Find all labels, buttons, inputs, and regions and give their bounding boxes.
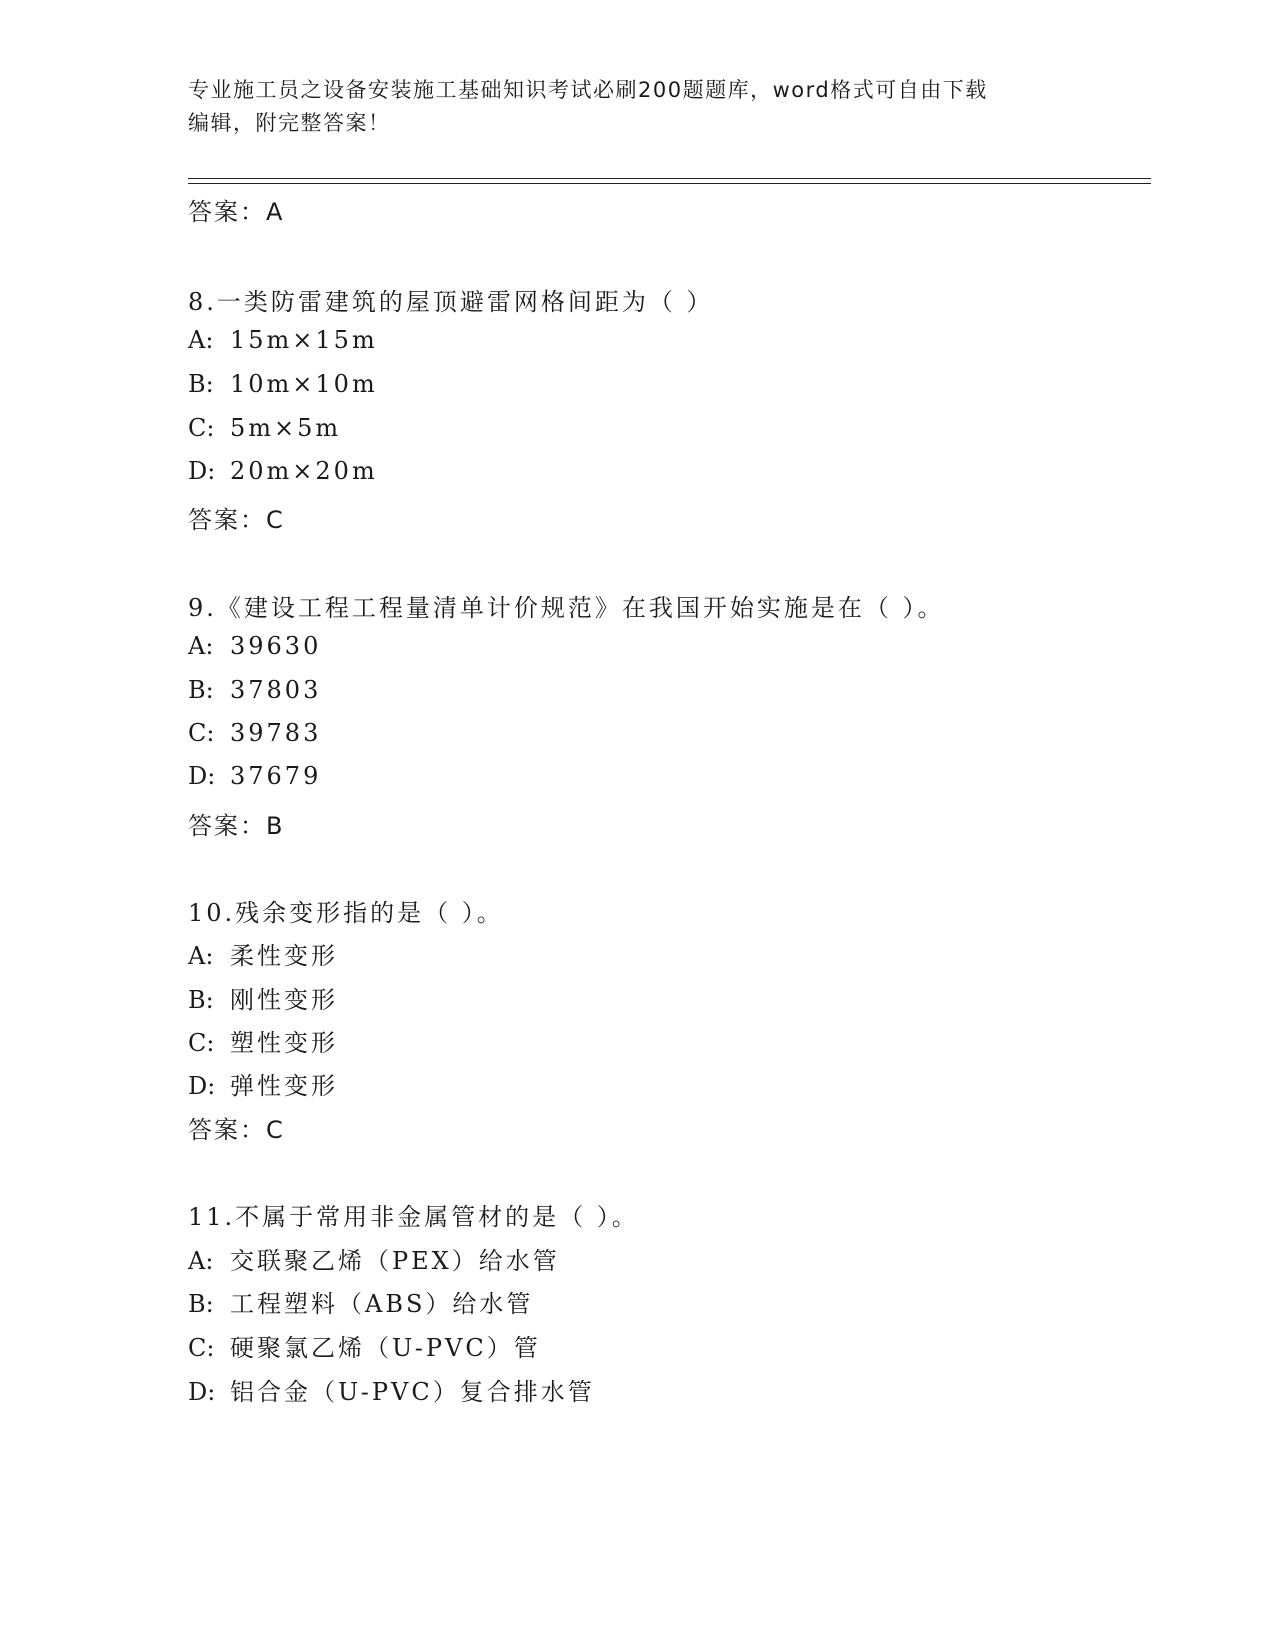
option-b — [188, 676, 321, 704]
header-divider-top — [188, 178, 1151, 179]
option-label: C: — [188, 414, 215, 442]
option-label: D: — [188, 1378, 216, 1406]
answer: 答案：B — [188, 812, 285, 840]
option-d — [188, 1372, 595, 1407]
option-text: 20m×20m — [230, 457, 378, 485]
option-text: 硬聚氯乙烯（U-PVC）管 — [230, 1334, 541, 1362]
option-text: 工程塑料（ABS）给水管 — [230, 1290, 534, 1318]
option-a — [188, 632, 321, 660]
option-d — [188, 762, 321, 790]
option-text: 39630 — [230, 632, 322, 660]
option-d — [188, 457, 378, 485]
option-a — [188, 1241, 560, 1276]
option-b — [188, 1284, 533, 1319]
header-line-2: 编辑，附完整答案！ — [188, 111, 391, 135]
option-text: 柔性变形 — [230, 942, 338, 970]
question-stem: 8.一类防雷建筑的屋顶避雷网格间距为（ ） — [188, 288, 714, 316]
question-stem: 10.残余变形指的是（ ）。 — [188, 899, 504, 927]
option-a — [188, 936, 338, 971]
option-label: D: — [188, 1072, 216, 1100]
answer: 答案：C — [188, 1116, 285, 1144]
question-stem: 11.不属于常用非金属管材的是（ ）。 — [188, 1203, 639, 1231]
option-text: 39783 — [230, 719, 322, 747]
header-divider-bottom — [188, 183, 1151, 184]
option-text: 37803 — [230, 676, 322, 704]
header-line-1: 专业施工员之设备安装施工基础知识考试必刷200题题库，word格式可自由下载 — [188, 78, 988, 102]
option-label: D: — [188, 457, 216, 485]
option-b — [188, 980, 338, 1015]
option-text: 刚性变形 — [230, 986, 338, 1014]
option-text: 铝合金（U-PVC）复合排水管 — [230, 1378, 595, 1406]
option-text: 5m×5m — [230, 414, 342, 442]
option-label: C: — [188, 719, 215, 747]
option-b — [188, 370, 378, 398]
option-d — [188, 1066, 338, 1101]
option-label: B: — [188, 1290, 214, 1318]
option-text: 弹性变形 — [230, 1072, 338, 1100]
option-label: A: — [188, 942, 214, 970]
option-label: B: — [188, 370, 214, 398]
option-text: 15m×15m — [230, 326, 378, 354]
option-label: A: — [188, 632, 214, 660]
option-text: 塑性变形 — [230, 1029, 338, 1057]
option-label: C: — [188, 1029, 215, 1057]
option-label: C: — [188, 1334, 215, 1362]
question-stem: 9.《建设工程工程量清单计价规范》在我国开始实施是在（ ）。 — [188, 594, 945, 622]
option-c — [188, 719, 321, 747]
option-c — [188, 1023, 338, 1058]
document-header — [188, 74, 1088, 140]
option-label: B: — [188, 676, 214, 704]
option-a — [188, 326, 378, 354]
option-label: A: — [188, 1247, 214, 1275]
option-label: B: — [188, 986, 214, 1014]
option-text: 交联聚乙烯（PEX）给水管 — [230, 1247, 560, 1275]
option-text: 37679 — [230, 762, 322, 790]
option-label: A: — [188, 326, 214, 354]
option-text: 10m×10m — [230, 370, 378, 398]
previous-answer: 答案：A — [188, 198, 285, 226]
option-c — [188, 1328, 541, 1363]
option-c — [188, 414, 341, 442]
answer: 答案：C — [188, 506, 285, 534]
option-label: D: — [188, 762, 216, 790]
